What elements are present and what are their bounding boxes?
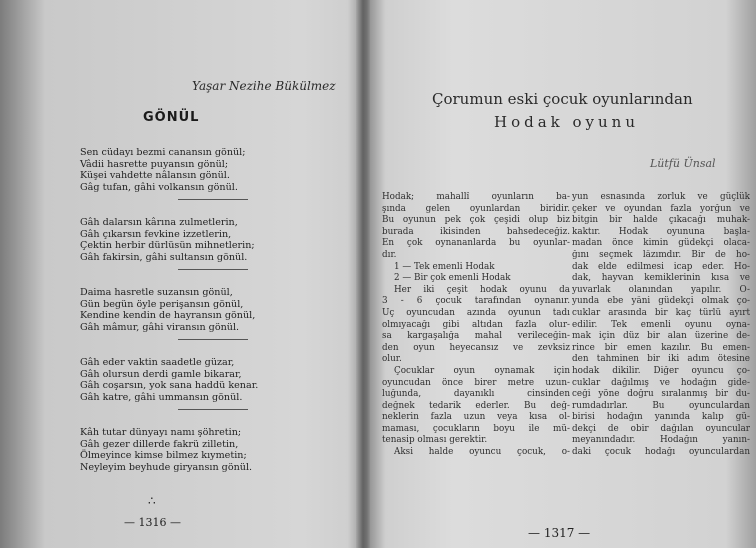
poem-line: Gâh gezer dillerde fakrü zilletin,	[80, 438, 239, 450]
article-title: Çorumun eski çocuk oyunlarından	[432, 90, 693, 108]
text-column-2	[572, 192, 750, 459]
text-line: neklerin fazla uzun veya kısa ol-	[382, 412, 570, 423]
text-line: dır.	[382, 249, 397, 260]
text-line: dak elde edilmesi icap eder. Ho-	[572, 261, 750, 272]
text-line: kaktır. Hodak oyununa başla-	[572, 226, 750, 237]
poem-line: Daima hasretle suzansın gönül,	[80, 287, 233, 298]
right-page	[368, 0, 756, 548]
text-column-1	[382, 192, 570, 459]
text-line: ceği yöne doğru sıralanmış bir du-	[572, 389, 750, 400]
text-line: oyuncudan önce birer metre uzun-	[382, 377, 570, 388]
text-line: meyanındadır. Hodağın yanın-	[572, 435, 750, 446]
poem-stanza-4	[80, 357, 345, 410]
poem-line: Gâg tufan, gâhi volkansın gönül.	[80, 181, 238, 193]
text-line: yun esnasında zorluk ve güçlük	[572, 192, 750, 202]
text-line: burada ikisinden bahsedeceğiz.	[382, 226, 570, 237]
poem-line: Gâh eder vaktin saadetle güzar,	[80, 357, 235, 368]
poem-line: Vâdii hasrette puyansın gönül;	[80, 158, 229, 170]
poem-line: Gâh olursun derdi gamle bikarar,	[80, 368, 242, 380]
poem-line: Gün begün öyle perişansın gönül,	[80, 298, 244, 310]
text-line: ğını seçmek lâzımdır. Bir de ho-	[572, 249, 750, 260]
stanza-divider	[178, 339, 248, 340]
poem-stanza-2	[80, 217, 345, 270]
text-line: rince bir emen kazılır. Bu emen-	[572, 342, 750, 353]
text-line: Aksi halde oyuncu çocuk, o-	[394, 447, 570, 458]
text-line: çeker ve oyundan fazla yorğun ve	[572, 203, 750, 214]
poem-line: Sen cüdayı bezmi canansın gönül;	[80, 147, 246, 158]
text-line: daki çocuk hodağı oyunculardan	[572, 447, 750, 458]
left-page	[0, 0, 360, 548]
text-line: Hodak; mahallî oyunların ba-	[382, 192, 570, 202]
text-line: bitgin bir halde çıkacağı muhak-	[572, 215, 750, 226]
text-line: dak, hayvan kemiklerinin kısa ve	[572, 273, 750, 284]
poem-line: Gâh dalarsın kârına zulmetlerin,	[80, 217, 238, 228]
text-line: dekçi de obir dağılan oyuncular	[572, 423, 750, 434]
text-line: 3 - 6 çocuk tarafından oynanır.	[382, 296, 570, 307]
poem-line: Gâh katre, gâhi ummansın gönül.	[80, 391, 243, 403]
text-line: maması, çocukların boyu ile mü-	[382, 423, 570, 434]
poem-title: GÖNÜL	[143, 110, 200, 125]
poem-line: Ölmeyince kimse bilmez kıymetin;	[80, 450, 247, 462]
page-number-right: — 1317 —	[528, 526, 591, 540]
text-line: Üç oyuncudan azında oyunun tadı	[382, 307, 570, 318]
poem-line: Küşei vahdette nâlansın gönül.	[80, 170, 230, 182]
text-line: olmıyacağı gibi altıdan fazla olur-	[382, 319, 570, 330]
text-line: mak için düz bir alan üzerine de-	[572, 331, 750, 342]
text-line: En çok oynananlarda bu oyunlar-	[382, 238, 570, 249]
poem-author: Yaşar Nezihe Bükülmez	[192, 79, 336, 93]
poem-line: Gâh çıkarsın fevkine izzetlerin,	[80, 228, 232, 240]
text-line: madan önce kimin güdekçi olaca-	[572, 238, 750, 249]
poem-line: Gâh mâmur, gâhi viransın gönül.	[80, 321, 240, 333]
text-line: rumdadırlar. Bu oyunculardan	[572, 400, 750, 411]
text-line: cuklar dağılmış ve hodağın gide-	[572, 377, 750, 388]
text-line: den tahminen bir iki adım ötesine	[572, 354, 750, 365]
text-line: yunda ebe yâni güdekçi olmak ço-	[572, 296, 750, 307]
poem-line: Kendine kendin de hayransın gönül,	[80, 310, 256, 322]
text-line: şında gelen oyunlardan biridir.	[382, 203, 570, 214]
poem-line: Gâh coşarsın, yok sana haddü kenar.	[80, 380, 259, 392]
stanza-divider	[178, 409, 248, 410]
text-line: birisi hodağın yanında kalıp gü-	[572, 412, 750, 423]
text-line: olur.	[382, 354, 402, 365]
text-line: Çocuklar oyun oynamak için	[394, 365, 570, 376]
text-line: Her iki çeşit hodak oyunu da	[394, 284, 570, 295]
text-line: 1 — Tek emenli Hodak	[394, 261, 495, 272]
poem-line: Çektin herbir dürlüsün mihnetlerin;	[80, 240, 255, 252]
poem-line: Gâh fakirsin, gâhi sultansın gönül.	[80, 251, 248, 263]
text-line: değnek tedarik ederler. Bu değ-	[382, 400, 570, 411]
ornament-dots: ∴	[148, 494, 156, 508]
poem-line: Neyleyim beyhude giryansın gönül.	[80, 461, 253, 473]
text-line: cuklar arasında bir kaç türlü ayırt	[572, 307, 750, 318]
article-subtitle: Hodak oyunu	[494, 113, 640, 131]
poem-stanza-1	[80, 147, 345, 200]
page-number-left: — 1316 —	[124, 516, 181, 529]
text-line: 2 — Bir çok emenli Hodak	[394, 273, 511, 284]
stanza-divider	[178, 269, 248, 270]
text-line: yuvarlak olanından yapılır. O-	[572, 284, 750, 295]
stanza-divider	[178, 199, 248, 200]
poem-line: Kâh tutar dünyayı namı şöhretin;	[80, 427, 242, 438]
poem-stanza-3	[80, 287, 345, 340]
text-line: tenasip olması gerektir.	[382, 435, 488, 446]
text-line: luğunda, dayanıklı cinsinden	[382, 389, 570, 400]
text-line: den oyun heyecansız ve zevksiz	[382, 342, 570, 353]
text-line: edilir. Tek emenli oyunu oyna-	[572, 319, 750, 330]
text-line: Bu oyunun pek çok çeşidi olup biz	[382, 215, 570, 226]
article-author: Lütfü Ünsal	[650, 157, 716, 170]
text-line: hodak dikilir. Diğer oyuncu ço-	[572, 365, 750, 376]
poem-stanza-5	[80, 427, 345, 473]
text-line: sa kargaşalığa mahal verileceğin-	[382, 331, 570, 342]
